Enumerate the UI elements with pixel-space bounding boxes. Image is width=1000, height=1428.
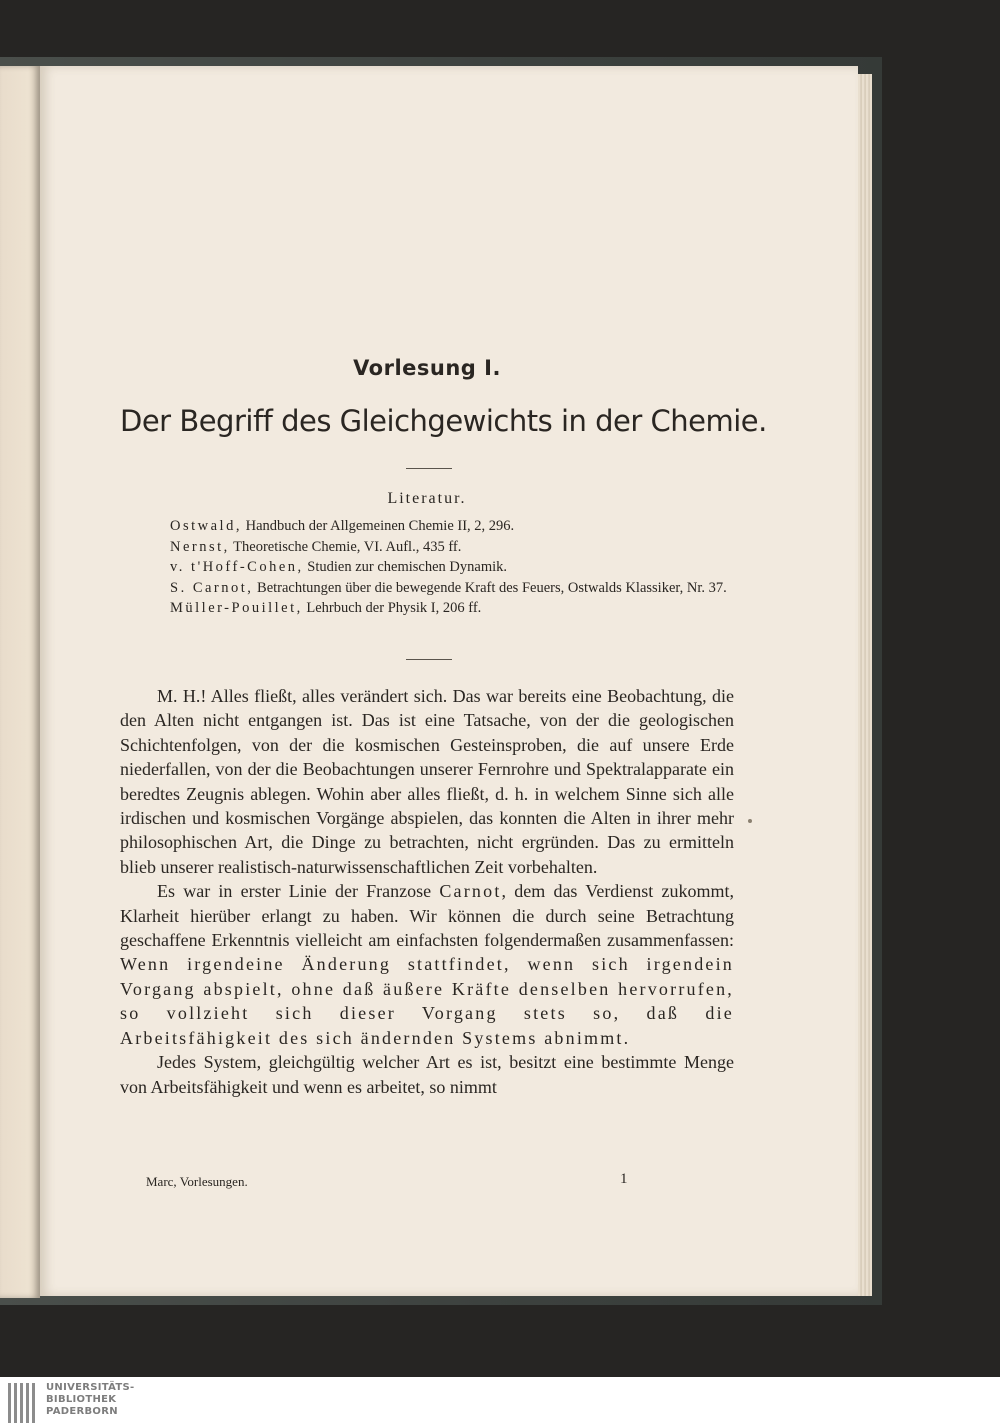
library-name bbox=[46, 1382, 135, 1418]
page-number: 1 bbox=[620, 1171, 628, 1187]
literature-entry bbox=[120, 598, 734, 619]
name-carnot: Carnot bbox=[439, 881, 502, 902]
literature-text: Betrachtungen über die bewegende Kraft des Feuers, Ostwalds Klassiker, Nr. 37. bbox=[253, 579, 727, 596]
lecture-number: Vorlesung I. bbox=[353, 356, 501, 380]
literature-author: v. t'Hoff-Cohen, bbox=[170, 559, 304, 575]
library-name-line: UNIVERSITÄTS- bbox=[46, 1382, 135, 1393]
paragraph-text: , dem das Verdienst zukommt, Klarheit hierüber erlangt zu haben. Wir können die durch seine Betrachtung geschaffene Erkenntnis vielleicht am einfachsten folgendermaßen zusammenfassen: bbox=[120, 881, 734, 951]
spaced-emphasis: Wenn irgendeine Änderung stattfindet, wenn sich irgendein Vorgang abspielt, ohne daß äußere Kräfte denselben hervorrufen, so vollzieht sich dieser Vorgang stets so, daß die Arbeitsfähigkeit des sich ändernden Systems abnimmt. bbox=[120, 954, 734, 1048]
literature-author: Müller-Pouillet, bbox=[170, 600, 303, 616]
literature-author: S. Carnot, bbox=[170, 579, 254, 596]
divider-rule bbox=[406, 468, 452, 469]
running-title: Marc, Vorlesungen. bbox=[146, 1174, 248, 1189]
library-name-line: BIBLIOTHEK bbox=[46, 1394, 117, 1405]
literature-entry bbox=[120, 578, 734, 599]
paragraph-text: Es war in erster Linie der Franzose bbox=[157, 881, 440, 902]
literature-heading: Literatur. bbox=[387, 490, 467, 507]
literature-author: Ostwald, bbox=[170, 518, 242, 534]
paragraph bbox=[120, 879, 734, 1050]
literature-list bbox=[120, 516, 734, 619]
paper-speck bbox=[748, 819, 752, 823]
library-logo-icon bbox=[8, 1383, 40, 1423]
literature-entry bbox=[120, 516, 734, 537]
library-name-line: PADERBORN bbox=[46, 1406, 118, 1417]
left-page-edge bbox=[0, 66, 40, 1298]
chapter-title: Der Begriff des Gleichgewichts in der Chemie. bbox=[120, 404, 767, 438]
literature-text: Theoretische Chemie, VI. Aufl., 435 ff. bbox=[229, 538, 462, 555]
literature-text: Lehrbuch der Physik I, 206 ff. bbox=[302, 600, 482, 616]
paragraph: Jedes System, gleichgültig welcher Art es ist, besitzt eine bestimmte Menge von Arbeitsfähigkeit und wenn es arbeitet, so nimmt bbox=[120, 1052, 734, 1097]
library-banner bbox=[0, 1377, 1000, 1428]
body-text bbox=[120, 684, 734, 1099]
literature-author: Nernst, bbox=[170, 538, 230, 555]
literature-text: Studien zur chemischen Dynamik. bbox=[303, 559, 507, 575]
literature-entry bbox=[120, 557, 734, 578]
literature-text: Handbuch der Allgemeinen Chemie II, 2, 296. bbox=[241, 518, 515, 534]
divider-rule bbox=[406, 659, 452, 660]
literature-entry bbox=[120, 537, 734, 558]
paragraph: M. H.! Alles fließt, alles verändert sich. Das war bereits eine Beobachtung, die den Alten nicht entgangen ist. Das ist eine Tatsache, von der die geologischen Schichtenfolgen, von der die kosmischen Gesteinsproben, die auf unsere Erde niederfallen, von der die Beobachtungen unserer Fernrohre und Spektralapparate ein beredtes Zeugnis ablegen. Wohin aber alles fließt, d. h. in welchem Sinne sich alle irdischen und kosmischen Vorgänge abspielen, das konnten die Alten in ihrer mehr philosophischen Art, die Dinge zu betrachten, nicht ergründen. Das zu ermitteln blieb unserer realistisch-naturwissenschaftlichen Zeit vorbehalten. bbox=[120, 686, 734, 877]
book-page bbox=[40, 66, 858, 1296]
